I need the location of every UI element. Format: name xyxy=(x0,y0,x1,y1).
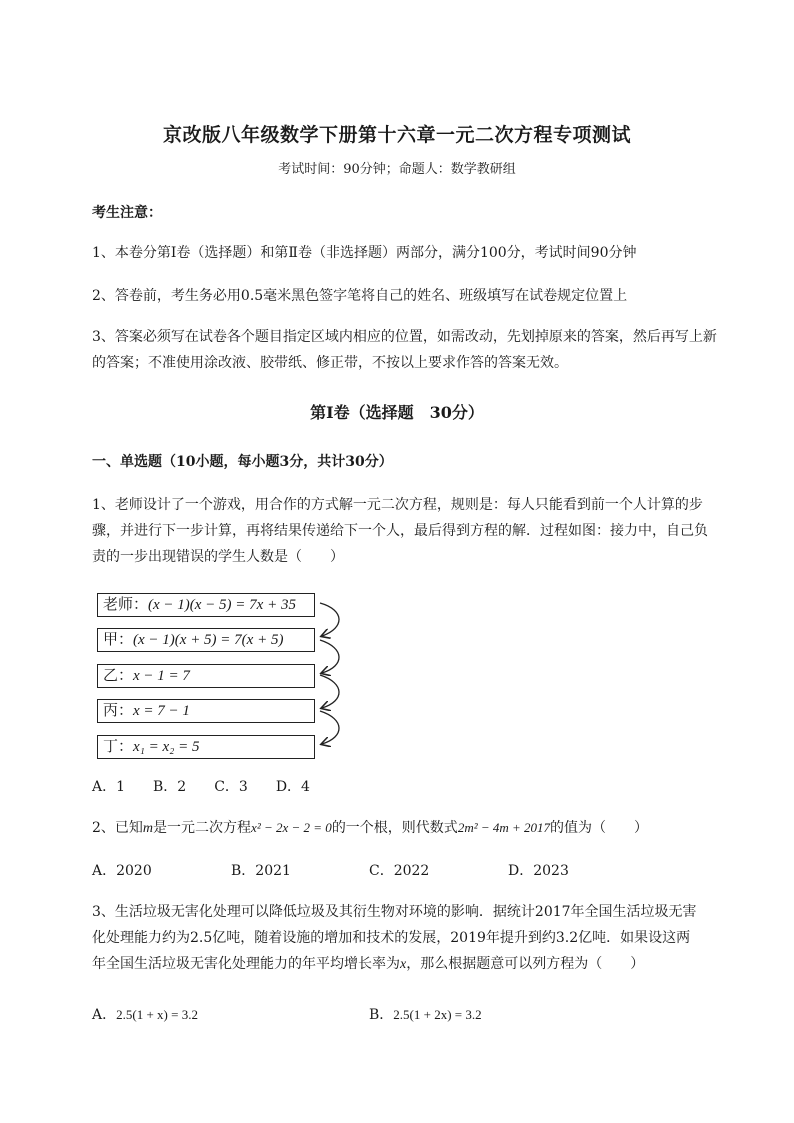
q1-options: A．1 B．2 C．3 D．4 xyxy=(92,779,310,795)
q2-mid2: 的一个根，则代数式 xyxy=(331,820,458,836)
notice-heading: 考生注意： xyxy=(92,205,162,221)
q2-expression: 2m² − 4m + 2017 xyxy=(457,820,551,835)
q2-option-d: D．2023 xyxy=(508,863,569,879)
q3-option-a-equation: 2.5(1 + x) = 3.2 xyxy=(116,1007,198,1022)
section-heading: 一、单选题（10小题，每小题3分，共计30分） xyxy=(92,454,393,470)
q2-var: m xyxy=(142,821,154,836)
notice-item-3-cont: 的答案；不准使用涂改液、胶带纸、修正带，不按以上要求作答的答案无效。 xyxy=(92,355,568,371)
q3-option-a-label: A． xyxy=(92,1007,117,1023)
q3-line3-suffix: ，那么根据题意可以列方程为（ ） xyxy=(406,956,645,972)
step-equation: (x − 1)(x + 5) = 7(x + 5) xyxy=(133,632,284,648)
q1-line-3: 责的一步出现错误的学生人数是（ ） xyxy=(92,549,344,565)
step-equation: x = 7 − 1 xyxy=(133,703,190,719)
step-equation: (x − 1)(x − 5) = 7x + 35 xyxy=(148,597,296,613)
arrow-4 xyxy=(320,711,339,744)
notice-item-2: 2、答卷前，考生务必用0.5毫米黑色签字笔将自己的姓名、班级填写在试卷规定位置上 xyxy=(92,288,628,304)
arrow-3 xyxy=(320,675,339,708)
step-who: 甲： xyxy=(103,632,134,648)
page-title: 京改版八年级数学下册第十六章一元二次方程专项测试 xyxy=(162,124,631,146)
q2-mid: 是一元二次方程 xyxy=(153,820,252,836)
exam-info: 考试时间：90分钟；命题人：数学教研组 xyxy=(278,162,516,177)
q2-suffix: 的值为（ ） xyxy=(550,820,649,836)
step-who: 老师： xyxy=(103,597,149,613)
part1-title: 第I卷（选择题 30分） xyxy=(310,403,484,422)
arrow-2 xyxy=(320,640,339,673)
notice-item-3: 3、答案必须写在试卷各个题目指定区域内相应的位置，如需改动，先划掉原来的答案，然后再写上新 xyxy=(92,329,717,345)
notice-item-1: 1、本卷分第I卷（选择题）和第Ⅱ卷（非选择题）两部分，满分100分，考试时间90分钟 xyxy=(92,245,637,261)
step-who: 乙： xyxy=(103,668,134,684)
q2-stem xyxy=(92,817,648,837)
q3-line-2: 化处理能力约为2.5亿吨，随着设施的增加和技术的发展，2019年提升到约3.2亿吨．如果设这两 xyxy=(92,930,691,946)
q3-line-3 xyxy=(92,953,644,973)
q3-option-a xyxy=(92,1004,198,1024)
q2-prefix: 2、已知 xyxy=(92,820,143,836)
step-who: 丁： xyxy=(103,739,134,755)
q3-option-b xyxy=(369,1004,482,1024)
step-who: 丙： xyxy=(103,703,134,719)
q1-line-2: 骤，并进行下一步计算，再将结果传递给下一个人，最后得到方程的解．过程如图：接力中，自己负 xyxy=(92,523,708,539)
q2-option-c: C．2022 xyxy=(369,863,430,879)
arrow-1 xyxy=(320,603,339,636)
q3-option-b-equation: 2.5(1 + 2x) = 3.2 xyxy=(393,1007,482,1022)
q1-line-1: 1、老师设计了一个游戏，用合作的方式解一元二次方程，规则是：每人只能看到前一个人计算的步 xyxy=(92,497,703,513)
q2-option-b: B．2021 xyxy=(231,863,291,879)
q2-option-a: A．2020 xyxy=(92,863,152,879)
q3-var: x xyxy=(400,957,407,972)
q3-line-1: 3、生活垃圾无害化处理可以降低垃圾及其衍生物对环境的影响．据统计2017年全国生活垃圾无害 xyxy=(92,904,697,920)
q2-equation: x² − 2x − 2 = 0 xyxy=(251,820,332,835)
step-equation: x₁ = x₂ = 5 xyxy=(133,739,200,755)
q3-line3-prefix: 年全国生活垃圾无害化处理能力的年平均增长率为 xyxy=(92,956,400,972)
q3-option-b-label: B． xyxy=(369,1007,394,1023)
step-equation: x − 1 = 7 xyxy=(133,668,190,684)
